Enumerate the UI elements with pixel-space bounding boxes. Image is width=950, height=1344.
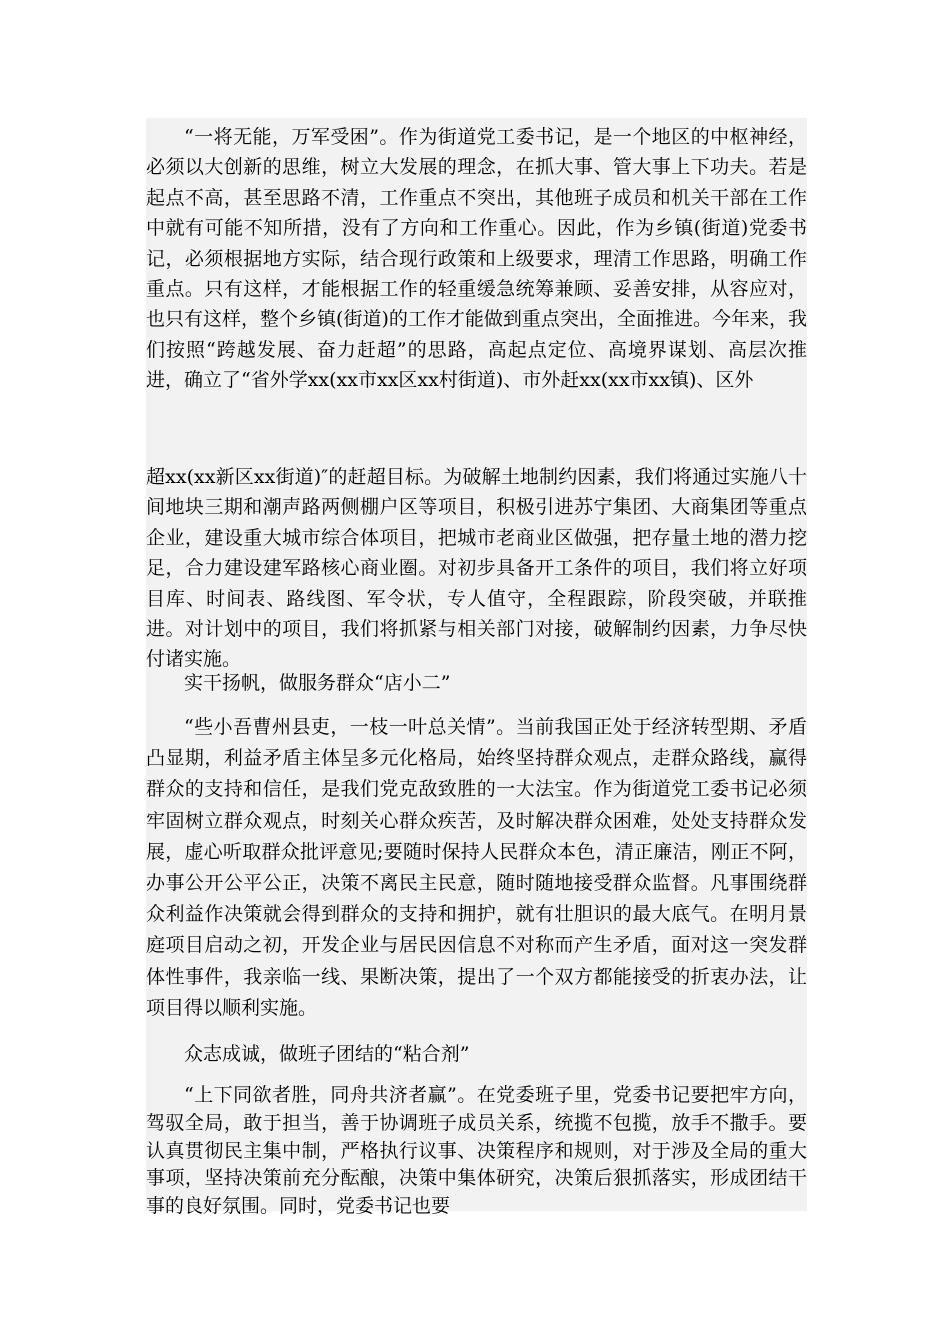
paragraph-team-unity: “上下同欲者胜，同舟共济者赢”。在党委班子里，党委书记要把牢方向，驾驭全局，敢于担当，善于协调班子成员关系，统揽不包揽，放手不撒手。要认真贯彻民主集中制，严格执行议事、决策程序和规则，对于涉及全局的重大事项，坚持决策前充分酝酿，决策中集体研究，决策后狠抓落实，形成团结干事的良好氛围。同时，党委书记也要 (146, 1084, 807, 1218)
section-heading-unity: 众志成诚，做班子团结的“粘合剂” (184, 1043, 470, 1065)
paragraph-intro: “一将无能，万军受困”。作为街道党工委书记，是一个地区的中枢神经，必须以大创新的思维，树立大发展的理念，在抓大事、管大事上下功夫。若是起点不高，甚至思路不清，工作重点不突出，其他班子成员和机关干部在工作中就有可能不知所措，没有了方向和工作重心。因此，作为乡镇(街道)党委书记，必须根据地方实际，结合现行政策和上级要求，理清工作思路，明确工作重点。只有这样，才能根据工作的轻重缓急统筹兼顾、妥善安排，从容应对，也只有这样，整个乡镇(街道)的工作才能做到重点突出，全面推进。今年来，我们按照“跨越发展、奋力赶超”的思路，高起点定位、高境界谋划、高层次推进，确立了“省外学xx(xx市xx区xx村街道)、市外赶xx(xx市xx镇)、区外 (146, 126, 807, 392)
section-heading-service: 实干扬帆，做服务群众“店小二” (184, 672, 451, 694)
paragraph-service-masses: “些小吾曹州县吏，一枝一叶总关情”。当前我国正处于经济转型期、矛盾凸显期，利益矛盾主体呈多元化格局，始终坚持群众观点，走群众路线，赢得群众的支持和信任，是我们党克敌致胜的一大法宝。作为街道党工委书记必须牢固树立群众观点，时刻关心群众疾苦，及时解决群众困难，处处支持群众发展，虚心听取群众批评意见;要随时保持人民群众本色，清正廉洁，刚正不阿，办事公开公平公正，决策不离民主民意，随时随地接受群众监督。凡事围绕群众利益作决策就会得到群众的支持和拥护，就有壮胆识的最大底气。在明月景庭项目启动之初，开发企业与居民因信息不对称而产生矛盾，面对这一突发群体性事件，我亲临一线、果断决策，提出了一个双方都能接受的折衷办法，让项目得以顺利实施。 (146, 716, 807, 1019)
paragraph-catch-up-goal: 超xx(xx新区xx街道)″的赶超目标。为破解土地制约因素，我们将通过实施八十间地块三期和潮声路两侧棚户区等项目，积极引进苏宁集团、大商集团等重点企业，建设重大城市综合体项目，把城市老商业区做强，把存量土地的潜力挖足，合力建设建军路核心商业圈。对初步具备开工条件的项目，我们将立好项目库、时间表、路线图、军令状，专人值守，全程跟踪，阶段突破，并联推进。对计划中的项目，我们将抓紧与相关部门对接，破解制约因素，力争尽快付诸实施。 (146, 466, 807, 671)
